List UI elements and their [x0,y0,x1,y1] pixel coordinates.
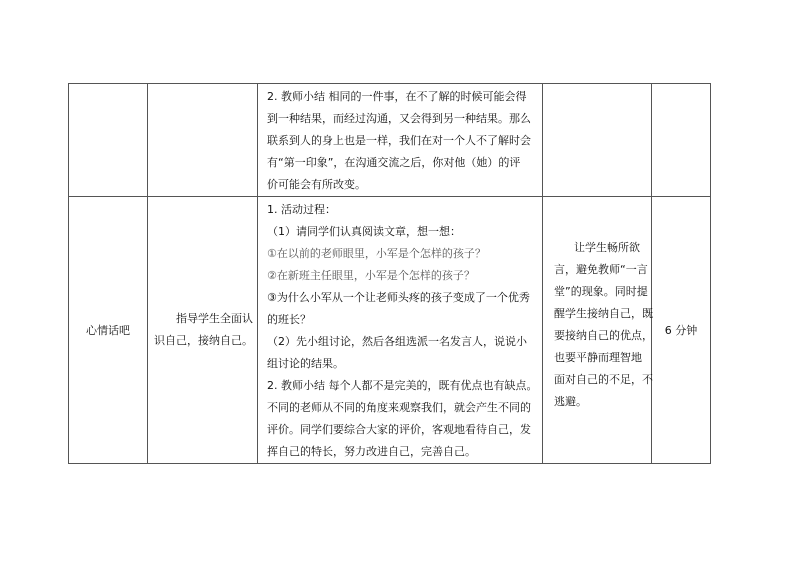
content-line: 联系到人的身上也是一样，我们在对一个人不了解时会 [267,134,531,147]
goal-cell [148,197,258,464]
content-line: 不同的老师从不同的角度来观察我们，就会产生不同的 [267,401,531,414]
lesson-plan-table [68,83,711,464]
content-line: 2. 教师小结 每个人都不是完美的，既有优点也有缺点。 [267,379,538,392]
intent-line: 也要平静而理智地 [554,351,642,364]
content-line: 评价。同学们要综合大家的评价，客观地看待自己，发 [267,423,531,436]
intent-line: 要接纳自己的优点， [554,329,653,342]
goal-line: 识自己，接纳自己。 [154,334,253,347]
time-cell-empty [652,84,711,197]
content-line: 1. 活动过程： [267,203,336,216]
table-row [69,197,711,464]
content-line: 2. 教师小结 相同的一件事，在不了解的时候可能会得 [267,90,527,103]
content-line: （1）请同学们认真阅读文章，想一想： [267,225,461,238]
table-row [69,84,711,197]
activity-cell-empty [69,84,148,197]
time-value: 6 分钟 [652,197,711,464]
content-line: 价可能会有所改变。 [267,178,366,191]
content-cell [258,197,543,464]
intent-line: 醒学生接纳自己，既 [554,307,653,320]
intent-line: 堂”的现象。同时提 [554,285,648,298]
intent-line: 让学生畅所欲 [574,241,640,254]
activity-name: 心情话吧 [69,197,148,464]
content-line: ③为什么小军从一个让老师头疼的孩子变成了一个优秀 [267,291,530,304]
content-line: 挥自己的特长，努力改进自己，完善自己。 [267,445,476,458]
intent-cell [543,197,652,464]
goal-cell-empty [148,84,258,197]
content-line: 有“第一印象”，在沟通交流之后，你对他（她）的评 [267,156,521,169]
intent-cell-empty [543,84,652,197]
content-line: ①在以前的老师眼里，小军是个怎样的孩子？ [267,247,486,260]
intent-line: 逃避。 [554,395,587,408]
content-line: 到一种结果，而经过沟通，又会得到另一种结果。那么 [267,112,531,125]
content-line: 的班长？ [267,313,311,326]
intent-line: 言，避免教师“一言 [554,263,648,276]
content-cell [258,84,543,197]
content-line: 组讨论的结果。 [267,357,344,370]
goal-line: 指导学生全面认 [176,312,253,325]
content-line: （2）先小组讨论，然后各组选派一名发言人，说说小 [267,335,527,348]
content-line: ②在新班主任眼里，小军是个怎样的孩子？ [267,269,475,282]
intent-line: 面对自己的不足，不 [554,373,653,386]
